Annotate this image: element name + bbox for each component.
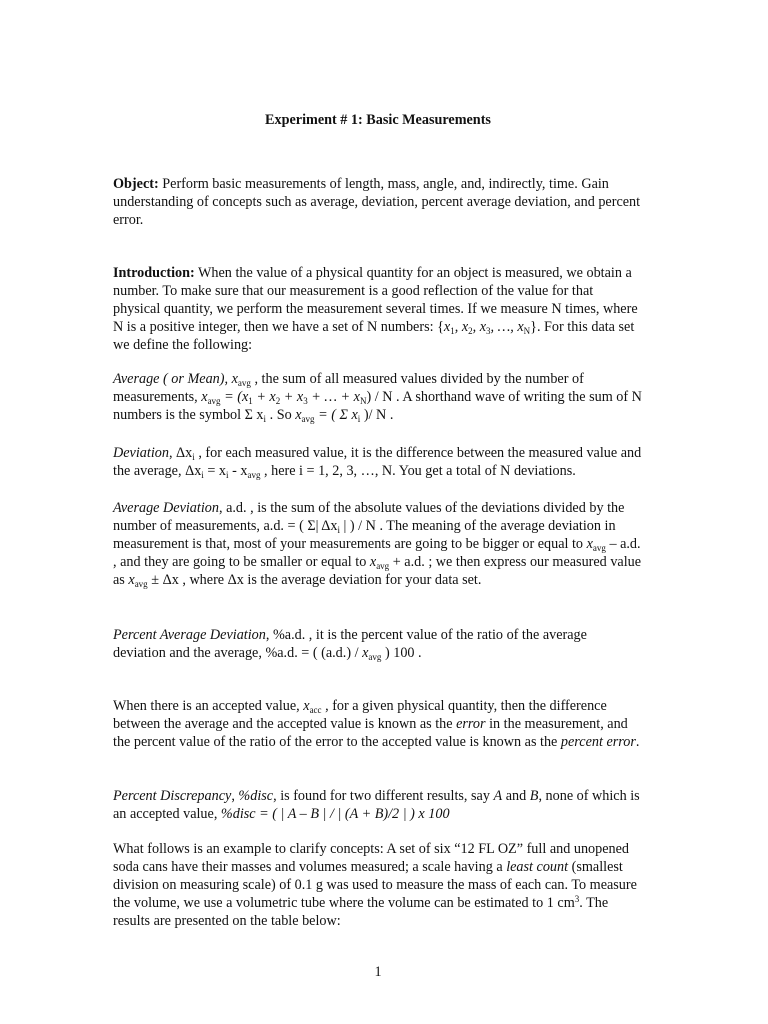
disc-text-3: and — [502, 788, 530, 804]
average-formula-c-sub: 2 — [275, 396, 281, 406]
pad-x: x — [362, 645, 369, 661]
ad-x3: x — [128, 572, 135, 588]
deviation-text-3: = x — [203, 463, 227, 479]
ad-text-1-sub: i — [337, 525, 340, 535]
average-formula-a: x — [201, 389, 208, 405]
pad-text-2: ) 100 . — [381, 645, 422, 661]
example-paragraph — [113, 840, 643, 930]
ad-x1-sub: avg — [592, 543, 606, 553]
set-xn: , …, x — [490, 319, 524, 335]
percent-discrepancy-section — [113, 787, 643, 823]
average-formula-c: + x — [252, 389, 276, 405]
set-x3-sub: 3 — [486, 326, 491, 336]
acc-text-2: , for a given physical quantity, then the difference between the average and the accepted value is known as the — [113, 698, 607, 732]
pad-term: Percent Average Deviation — [113, 627, 266, 643]
least-count-term: least count — [506, 859, 569, 875]
acc-text-3: in the measurement, and the percent value of the ratio of the error to the accepted value is known as the — [113, 716, 628, 750]
ad-text-5: ± Δx — [147, 572, 179, 588]
ad-text-3: – a.d. , and they are going to be smaller or equal to — [113, 536, 641, 570]
average-term-sub: avg — [237, 378, 251, 388]
percent-average-deviation-section — [113, 626, 643, 662]
disc-sym: %disc — [238, 788, 274, 804]
acc-x: x — [303, 698, 310, 714]
disc-b: B — [529, 788, 539, 804]
example-text-3: . The results are presented on the table below: — [113, 895, 609, 929]
example-sup: 3 — [574, 894, 580, 904]
average-text-1: , the sum of all measured values divided by the number of measurements, — [113, 371, 584, 405]
ad-text-6: , where Δx is the average deviation for your data set. — [178, 572, 482, 588]
pad-text-1: , %a.d. , it is the percent value of the ratio of the average deviation and the average, %a.d. = ( (a.d.) / — [113, 627, 587, 661]
acc-text-4: . — [635, 734, 640, 750]
average-formula-a-sub: avg — [207, 396, 221, 406]
disc-text-2: , is found for two different results, say — [273, 788, 494, 804]
page-number: 1 — [374, 964, 382, 980]
error-term: error — [456, 716, 486, 732]
average-formula-d: + x — [280, 389, 304, 405]
ad-text-2: | ) / N . The meaning of the average deviation in measurement is that, most of your measurements are going to be bigger or equal to — [113, 518, 616, 552]
deviation-section — [113, 444, 643, 480]
accepted-value-paragraph — [113, 697, 643, 751]
average-section — [113, 370, 643, 424]
example-text-1: What follows is an example to clarify concepts: A set of six “12 FL OZ” full and unopened soda cans have their masses and volumes measured; a scale having a — [113, 841, 630, 875]
average-sym-sub: i — [263, 414, 267, 424]
example-text-2: (smallest division on measuring scale) of 0.1 g was used to measure the mass of each can. To measure the volume, we use a volumetric tube where the volume can be estimated to 1 cm — [113, 859, 637, 911]
average-text-3: . So — [266, 407, 296, 423]
average-deviation-paragraph — [113, 499, 643, 589]
average-formula-e: + … + x — [307, 389, 360, 405]
percent-average-deviation-paragraph — [113, 626, 643, 662]
deviation-paragraph — [113, 444, 643, 480]
average-so-b-sub: i — [357, 414, 361, 424]
deviation-text-1: , Δx — [168, 445, 193, 461]
object-section — [113, 175, 643, 229]
object-heading: Object: — [113, 176, 159, 192]
average-formula-e-sub: N — [359, 396, 367, 406]
accepted-value-section — [113, 697, 643, 751]
disc-a: A — [493, 788, 503, 804]
average-so-a: x — [295, 407, 302, 423]
set-x2-sub: 2 — [468, 326, 473, 336]
acc-text-1: When there is an accepted value, — [113, 698, 304, 714]
average-text-2: ) / N . A shorthand wave of writing the sum of N numbers is the symbol Σ x — [113, 389, 642, 423]
ad-x3-sub: avg — [134, 579, 148, 589]
document-page — [113, 0, 643, 1024]
average-deviation-section — [113, 499, 643, 589]
deviation-text-2-sub: i — [201, 470, 204, 480]
ad-x2: x — [369, 554, 377, 570]
introduction-text-1: When the value of a physical quantity for an object is measured, we obtain a number. To make sure that our measurement is a good reflection of the value for that physical quantity, we perform the measurement several times. If we measure N times, where N is a positive integer, then we have a set of N numbers: { — [113, 265, 638, 335]
introduction-section — [113, 264, 643, 354]
disc-term: Percent Discrepancy — [113, 788, 232, 804]
deviation-text-1-sub: i — [192, 452, 195, 462]
deviation-text-3-sub: i — [226, 470, 229, 480]
ad-text-1: , a.d. , is the sum of the absolute values of the deviations divided by the number of measurements, a.d. = ( Σ| Δx — [113, 500, 625, 534]
ad-text-4: + a.d. ; we then express our measured value as — [113, 554, 642, 588]
object-text: Perform basic measurements of length, mass, angle, and, indirectly, time. Gain understanding of concepts such as average, deviation, percent average deviation, and percent error. — [113, 176, 641, 228]
deviation-text-2: , for each measured value, it is the difference between the measured value and the average, Δx — [113, 445, 642, 479]
average-so-b: = ( Σ x — [314, 407, 358, 423]
deviation-term: Deviation — [113, 445, 169, 461]
percent-discrepancy-paragraph — [113, 787, 643, 823]
example-section — [113, 840, 643, 930]
set-x1: x — [443, 319, 451, 335]
average-formula-b-sub: 1 — [248, 396, 253, 406]
set-x3: , x — [472, 319, 487, 335]
set-x1-sub: 1 — [450, 326, 455, 336]
set-x2: , x — [454, 319, 469, 335]
pad-x-sub: avg — [368, 652, 382, 662]
introduction-heading: Introduction: — [113, 265, 195, 281]
disc-formula: %disc = ( | A – B | / | (A + B)/2 | ) x 100 — [220, 806, 450, 822]
object-paragraph — [113, 175, 643, 229]
acc-x-sub: acc — [309, 705, 322, 715]
average-formula-d-sub: 3 — [303, 396, 308, 406]
average-formula-b: = (x — [220, 389, 249, 405]
ad-x1: x — [586, 536, 593, 552]
page-title: Experiment # 1: Basic Measurements — [265, 112, 491, 128]
average-deviation-term: Average Deviation — [113, 500, 219, 516]
introduction-text-2: }. For this data set we define the following: — [113, 319, 635, 353]
average-so-a-sub: avg — [301, 414, 315, 424]
deviation-text-4: - x — [228, 463, 248, 479]
percent-error-term: percent error — [560, 734, 636, 750]
average-term: Average ( or Mean), x — [113, 371, 238, 387]
disc-text-4: , none of which is an accepted value, — [113, 788, 640, 822]
ad-x2-sub: avg — [376, 561, 390, 571]
disc-text-1: , — [231, 788, 239, 804]
deviation-text-5: , here i = 1, 2, 3, …, N. You get a total of N deviations. — [260, 463, 576, 479]
average-paragraph — [113, 370, 643, 424]
introduction-paragraph — [113, 264, 643, 354]
average-text-4: )/ N . — [360, 407, 394, 423]
deviation-text-4-sub: avg — [247, 470, 261, 480]
set-xn-sub: N — [523, 326, 531, 336]
